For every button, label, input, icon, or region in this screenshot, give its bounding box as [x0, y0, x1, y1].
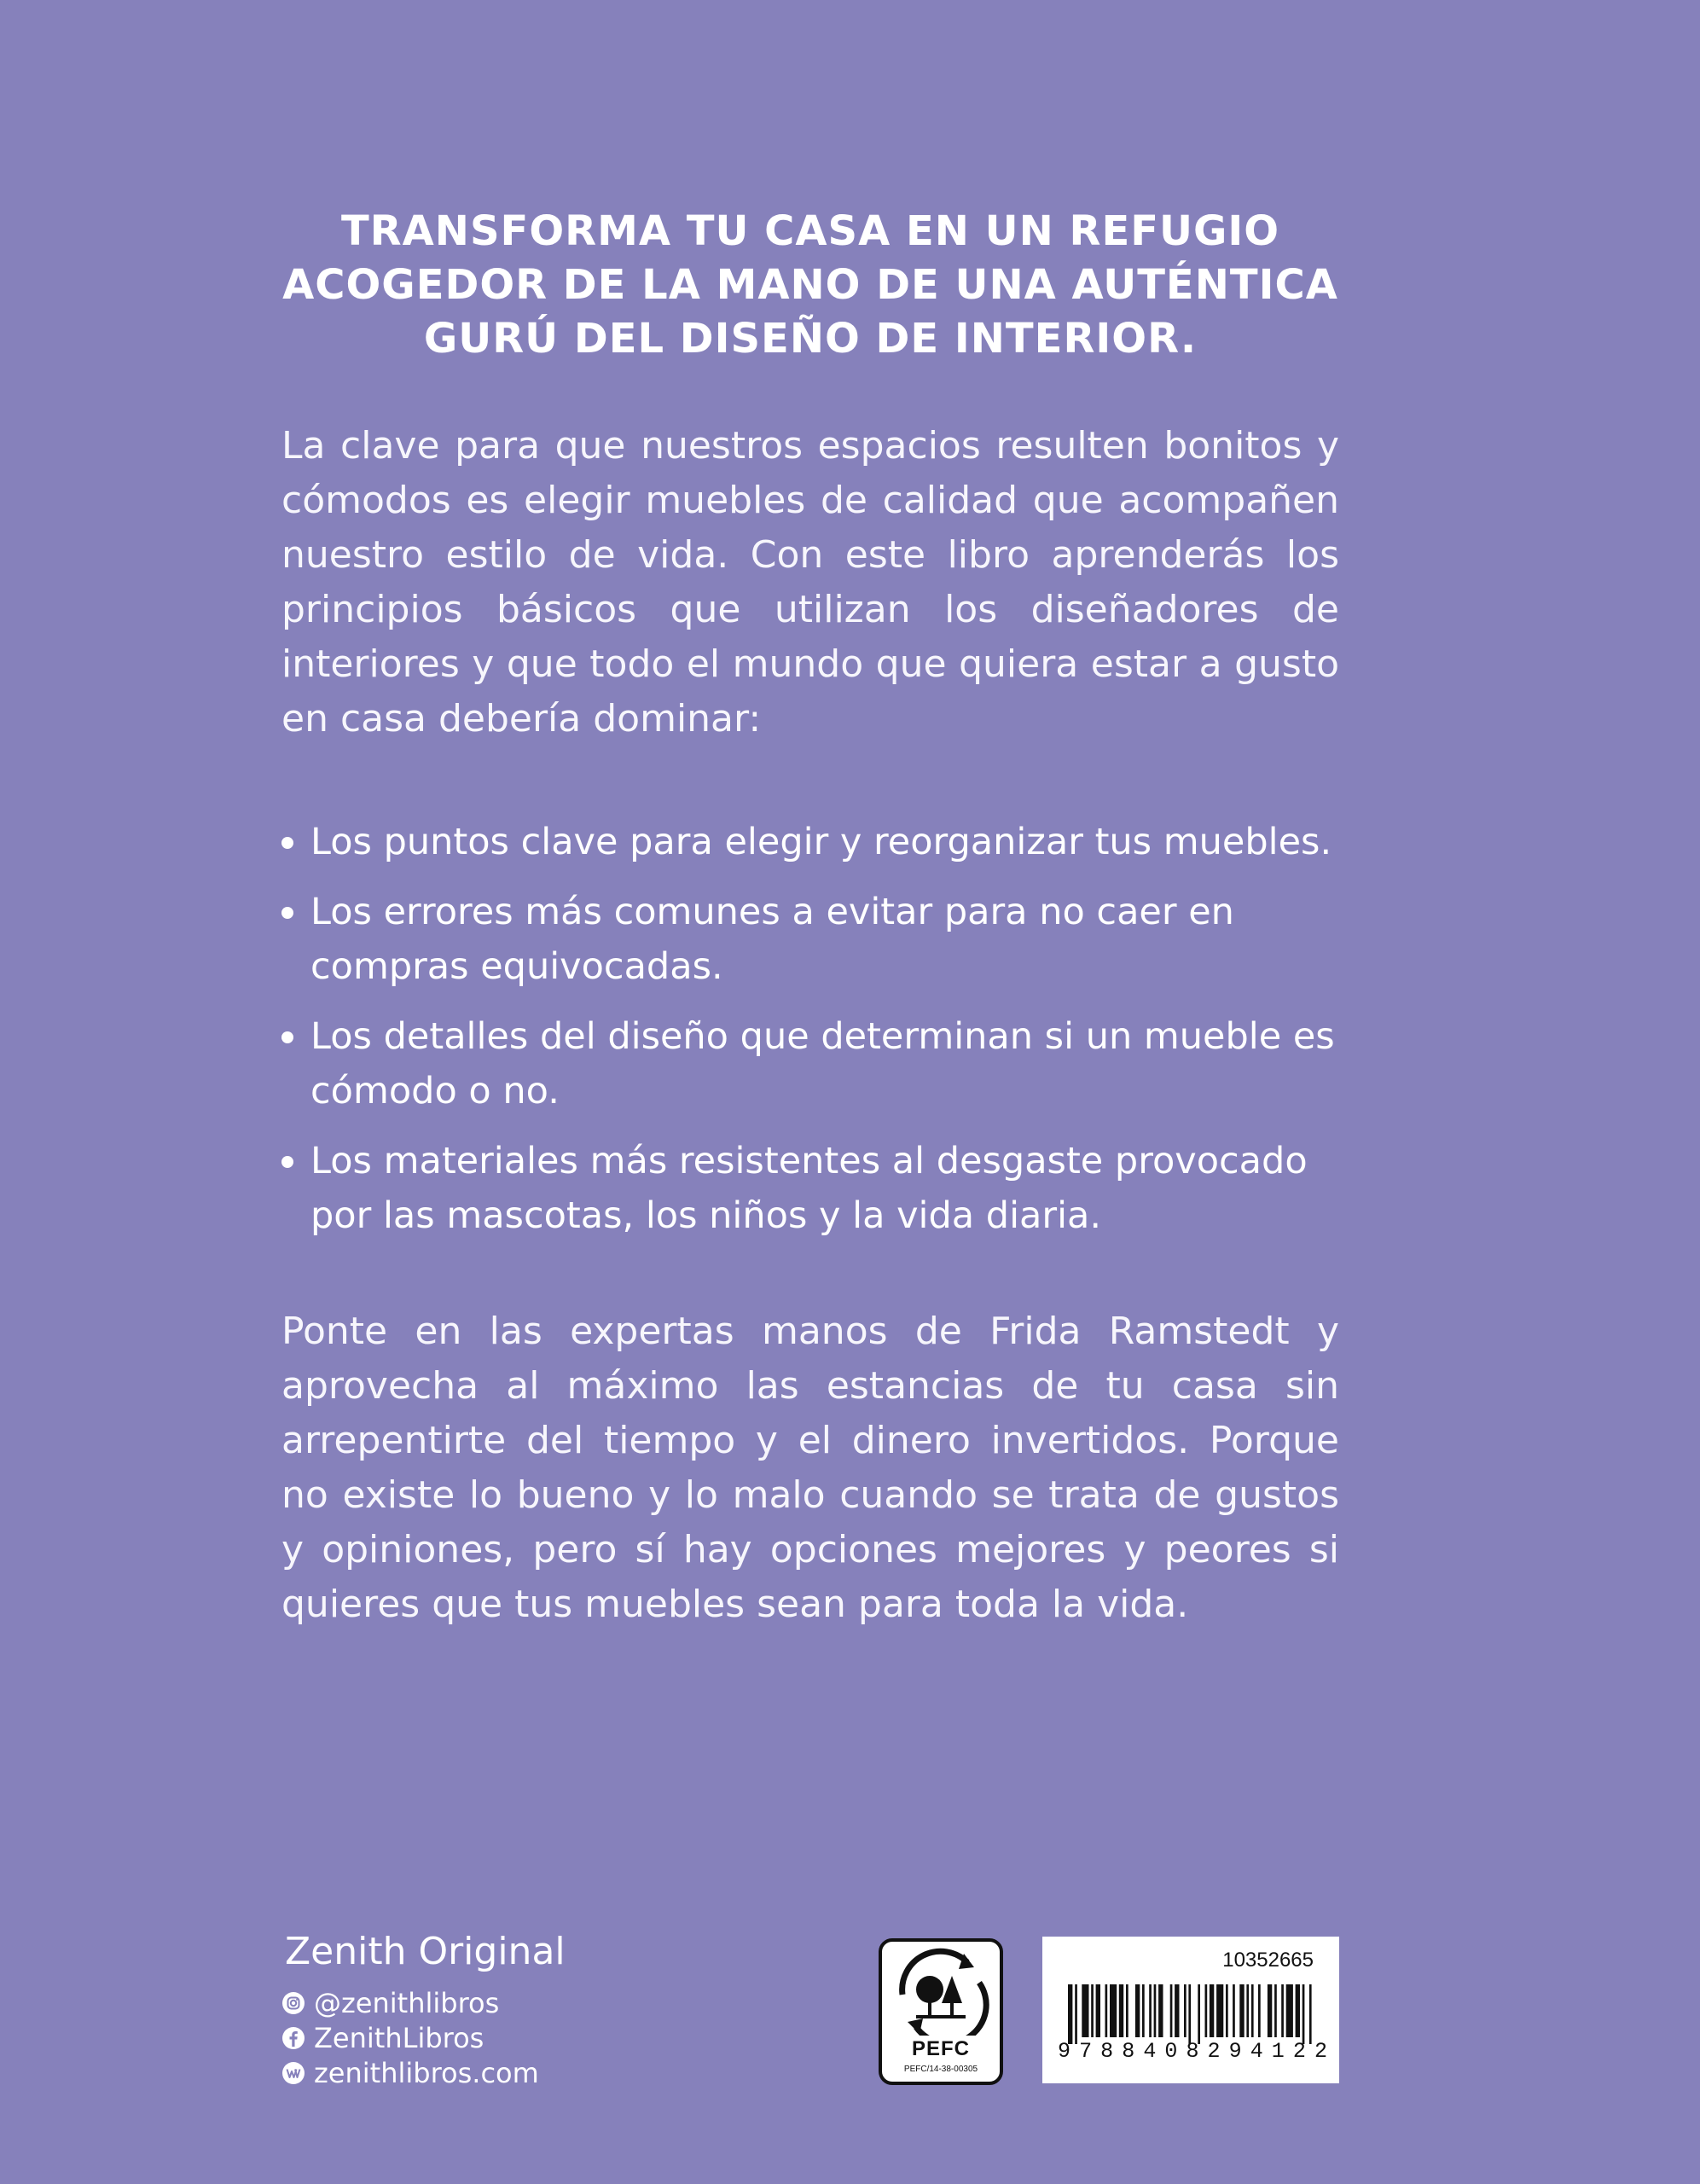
feature-text: Los errores más comunes a evitar para no caer en compras equivocadas. [310, 891, 1234, 988]
feature-text: Los materiales más resistentes al desgaste provocado por las mascotas, los niños y la vida diaria. [310, 1140, 1308, 1237]
bullet-dot-icon [281, 1031, 293, 1043]
pefc-tree-icon [882, 1942, 1000, 2036]
instagram-row[interactable] [281, 1985, 566, 2020]
isbn-digit: 2 [1207, 2039, 1221, 2064]
barcode-bar [1175, 1984, 1179, 2037]
barcode-bar [1119, 1984, 1123, 2037]
website-icon [281, 2061, 305, 2085]
publisher-block [281, 1930, 566, 2090]
facebook-handle: ZenithLibros [314, 2021, 484, 2054]
isbn-digit: 7 [1079, 2039, 1093, 2064]
barcode-bar [1205, 1984, 1208, 2037]
feature-text: Los detalles del diseño que determinan si un mueble es cómodo o no. [310, 1015, 1335, 1112]
barcode-bar [1286, 1984, 1293, 2037]
barcode-bar [1091, 1984, 1094, 2037]
barcode-bar [1110, 1984, 1117, 2037]
barcode-bar [1198, 1984, 1200, 2044]
barcode-bar [1158, 1984, 1163, 2037]
barcode-bar [1082, 1984, 1088, 2037]
barcode-bar [1188, 1984, 1191, 2044]
isbn-digit: 8 [1122, 2039, 1135, 2064]
barcode-bar [1296, 1984, 1300, 2037]
barcode-bar [1309, 1984, 1312, 2044]
isbn-digit: 8 [1186, 2039, 1199, 2064]
facebook-row[interactable] [281, 2020, 566, 2055]
bullet-dot-icon [281, 837, 293, 849]
barcode-bar [1258, 1984, 1261, 2037]
website-url: zenithlibros.com [314, 2056, 539, 2089]
isbn-digit: 0 [1164, 2039, 1178, 2064]
barcode-bar [1154, 1984, 1157, 2037]
pefc-certification-logo [879, 1938, 1003, 2085]
intro-paragraph: La clave para que nuestros espacios resulten bonitos y cómodos es elegir muebles de calidad que acompañen nuestro estilo de vida. Con este libro aprenderás los principios básicos que utilizan los diseñadores de interiores y que todo el mundo que quiera estar a gusto en casa debería dominar: [281, 424, 1339, 741]
barcode-bar [1246, 1984, 1249, 2037]
imprint-name: Zenith Original [285, 1930, 566, 1973]
isbn-digit: 2 [1292, 2039, 1306, 2064]
barcode-bar [1184, 1984, 1187, 2037]
isbn-digits [1058, 2039, 1327, 2064]
barcode-bar [1274, 1984, 1277, 2037]
isbn-digit: 1 [1271, 2039, 1285, 2064]
bullet-dot-icon [281, 907, 293, 919]
product-code: 10352665 [1222, 1949, 1314, 1972]
isbn-digit: 9 [1058, 2039, 1071, 2064]
isbn-digit: 8 [1100, 2039, 1114, 2064]
feature-item [281, 1134, 1339, 1243]
feature-list [281, 815, 1339, 1243]
isbn-barcode [1042, 1937, 1339, 2083]
barcode-bars [1059, 1984, 1326, 2044]
facebook-icon [281, 2026, 305, 2050]
feature-text: Los puntos clave para elegir y reorganizar tus muebles. [310, 821, 1332, 863]
barcode-bar [1233, 1984, 1235, 2037]
instagram-icon [281, 1991, 305, 2015]
isbn-digit: 4 [1250, 2039, 1263, 2064]
closing-paragraph: Ponte en las expertas manos de Frida Ramstedt y aprovecha al máximo las estancias de tu casa sin arrepentirte del tiempo y el dinero invertidos. Porque no existe lo bueno y lo malo cuando se trata de gustos y opiniones, pero sí hay opciones mejores y peores si quieres que tus muebles sean para toda la vida. [281, 1310, 1339, 1626]
barcode-bar [1251, 1984, 1254, 2037]
barcode-bar [1216, 1984, 1223, 2037]
pefc-code: PEFC/14-38-00305 [903, 2065, 978, 2074]
bullet-dot-icon [281, 1156, 293, 1168]
barcode-bar [1226, 1984, 1228, 2037]
back-cover-content [281, 205, 1339, 1632]
isbn-digit: 4 [1143, 2039, 1157, 2064]
barcode-bar [1135, 1984, 1140, 2037]
headline [281, 205, 1339, 366]
feature-item [281, 1009, 1339, 1118]
barcode-bar [1210, 1984, 1214, 2037]
barcode-bar [1149, 1984, 1152, 2037]
website-row[interactable] [281, 2055, 566, 2090]
pefc-label: PEFC [911, 2037, 970, 2060]
barcode-bar [1105, 1984, 1108, 2037]
headline-line-3: GURÚ DEL DISEÑO DE INTERIOR. [423, 315, 1198, 363]
headline-line-2: ACOGEDOR DE LA MANO DE UNA AUTÉNTICA [282, 261, 1338, 309]
feature-item [281, 815, 1339, 869]
barcode-bar [1239, 1984, 1244, 2037]
barcode-bar [1126, 1984, 1128, 2037]
isbn-digit: 9 [1228, 2039, 1242, 2064]
barcode-bar [1068, 1984, 1072, 2044]
barcode-bar [1303, 1984, 1305, 2044]
barcode-bar [1268, 1984, 1272, 2037]
instagram-handle: @zenithlibros [314, 1986, 500, 2019]
isbn-digit: 2 [1314, 2039, 1327, 2064]
feature-item [281, 885, 1339, 994]
barcode-bar [1142, 1984, 1145, 2037]
barcode-bar [1075, 1984, 1077, 2044]
headline-line-1: TRANSFORMA TU CASA EN UN REFUGIO [340, 207, 1280, 255]
barcode-bar [1096, 1984, 1100, 2037]
barcode-bar [1281, 1984, 1284, 2037]
barcode-bar [1170, 1984, 1173, 2037]
